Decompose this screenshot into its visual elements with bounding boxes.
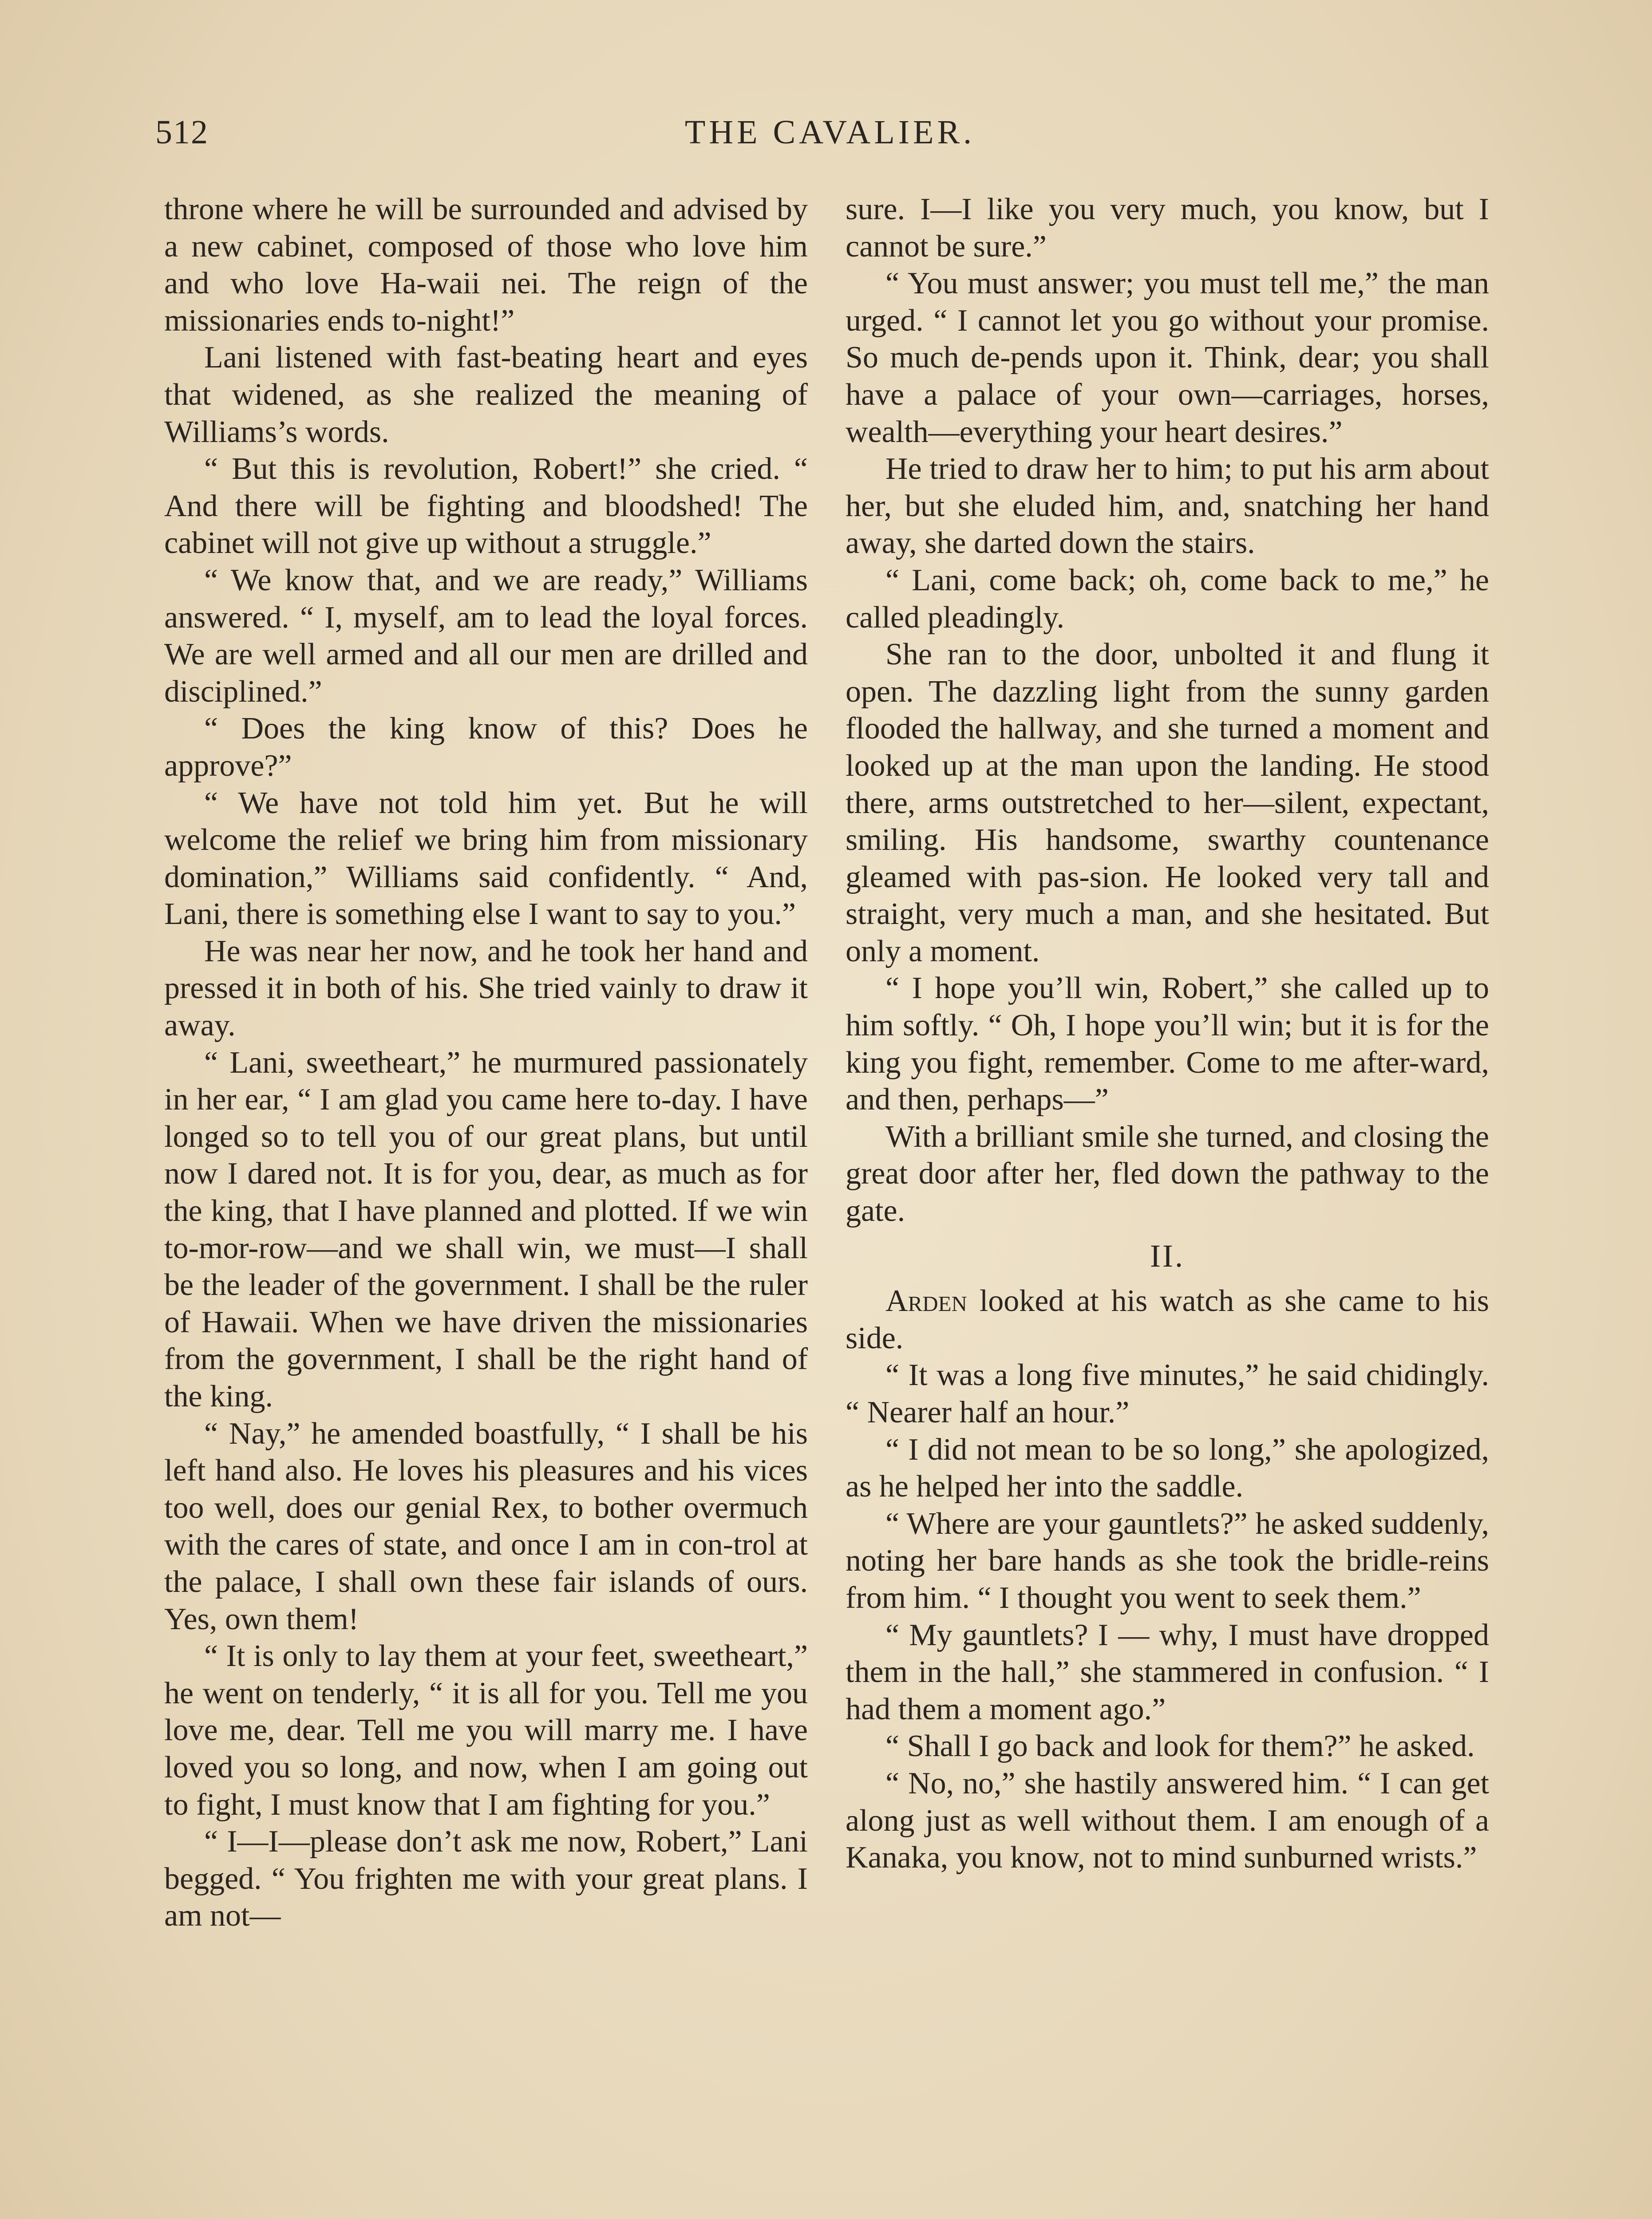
paragraph: With a brilliant smile she turned, and closing the great door after her, fled down the pathway to the gate.	[846, 1119, 1489, 1228]
page-number: 512	[155, 114, 209, 151]
paragraph: “ Where are your gauntlets?” he asked suddenly, noting her bare hands as she took the bridle-reins from him. “ I thought you went to seek them.”	[846, 1506, 1489, 1615]
paragraph: “ Lani, sweetheart,” he murmured passionately in her ear, “ I am glad you came here to-day. I have longed so to tell you of our great plans, but until now I dared not. It is for you, dear, as much as for the king, that I have planned and plotted. If we win to-mor-row—and we shall win, we must—I shall be the leader of the government. I shall be the ruler of Hawaii. When we have driven the missionaries from the government, I shall be the right hand of the king.	[164, 1045, 808, 1414]
paragraph-text: looked at his watch as she came to his side.	[846, 1284, 1489, 1355]
paragraph: “ It is only to lay them at your feet, sweetheart,” he went on tenderly, “ it is all for you. Tell me you love me, dear. Tell me you will marry me. I have loved you so long, and now, when I am going out to fight, I must know that I am fighting for you.”	[164, 1639, 808, 1822]
paragraph: “ Nay,” he amended boastfully, “ I shall be his left hand also. He loves his pleasures and his vices too well, does our genial Rex, to bother overmuch with the cares of state, and once I am in con-trol at the palace, I shall own these fair islands of ours. Yes, own them!	[164, 1416, 808, 1636]
paragraph: “ You must answer; you must tell me,” the man urged. “ I cannot let you go without your promise. So much de-pends upon it. Think, dear; you shall have a palace of your own—carriages, horses, wealth—everything your heart desires.”	[846, 266, 1489, 449]
paragraph: “ Lani, come back; oh, come back to me,” he called pleadingly.	[846, 563, 1489, 635]
paragraph: She ran to the door, unbolted it and flung it open. The dazzling light from the sunny garden flooded the hallway, and she turned a moment and looked up at the man upon the landing. He stood there, arms outstretched to her—silent, expectant, smiling. His handsome, swarthy countenance gleamed with pas-sion. He looked very tall and straight, very much a man, and she hesitated. But only a moment.	[846, 637, 1489, 968]
paragraph: “ I hope you’ll win, Robert,” she called up to him softly. “ Oh, I hope you’ll win; but it is for the king you fight, remember. Come to me after-ward, and then, perhaps—”	[846, 971, 1489, 1117]
paragraph: sure. I—I like you very much, you know, but I cannot be sure.”	[846, 192, 1489, 264]
paragraph: “ Does the king know of this? Does he approve?”	[164, 711, 808, 783]
right-column	[846, 191, 1489, 1876]
paragraph: throne where he will be surrounded and advised by a new cabinet, composed of those who love him and who love Ha-waii nei. The reign of the missionaries ends to-night!”	[164, 192, 808, 338]
paragraph: “ We have not told him yet. But he will welcome the relief we bring him from missionary domination,” Williams said confidently. “ And, Lani, there is something else I want to say to you.”	[164, 786, 808, 932]
paragraph	[846, 1283, 1489, 1357]
section-heading: II.	[1150, 1238, 1185, 1274]
paragraph: “ No, no,” she hastily answered him. “ I can get along just as well without them. I am enough of a Kanaka, you know, not to mind sunburned wrists.”	[846, 1766, 1489, 1875]
paragraph: “ I—I—please don’t ask me now, Robert,” Lani begged. “ You frighten me with your great plans. I am not—	[164, 1824, 808, 1933]
opening-word: Arden	[885, 1284, 967, 1319]
running-title: THE CAVALIER.	[684, 114, 976, 151]
page-header	[155, 113, 1505, 162]
paragraph: “ Shall I go back and look for them?” he asked.	[885, 1729, 1475, 1764]
paragraph: “ It was a long five minutes,” he said chidingly. “ Nearer half an hour.”	[846, 1358, 1489, 1429]
paragraph: Lani listened with fast-beating heart and eyes that widened, as she realized the meaning of Williams’s words.	[164, 340, 808, 449]
paragraph: He was near her now, and he took her hand and pressed it in both of his. She tried vainly to draw it away.	[164, 934, 808, 1043]
paragraph: “ We know that, and we are ready,” Williams answered. “ I, myself, am to lead the loyal forces. We are well armed and all our men are drilled and disciplined.”	[164, 563, 808, 709]
left-column	[164, 191, 808, 1935]
paragraph: “ My gauntlets? I — why, I must have dropped them in the hall,” she stammered in confusion. “ I had them a moment ago.”	[846, 1618, 1489, 1726]
paragraph: “ I did not mean to be so long,” she apologized, as he helped her into the saddle.	[846, 1432, 1489, 1504]
paragraph: “ But this is revolution, Robert!” she cried. “ And there will be fighting and bloodshed! The cabinet will not give up without a struggle.”	[164, 452, 808, 561]
paragraph: He tried to draw her to him; to put his arm about her, but she eluded him, and, snatching her hand away, she darted down the stairs.	[846, 452, 1489, 561]
